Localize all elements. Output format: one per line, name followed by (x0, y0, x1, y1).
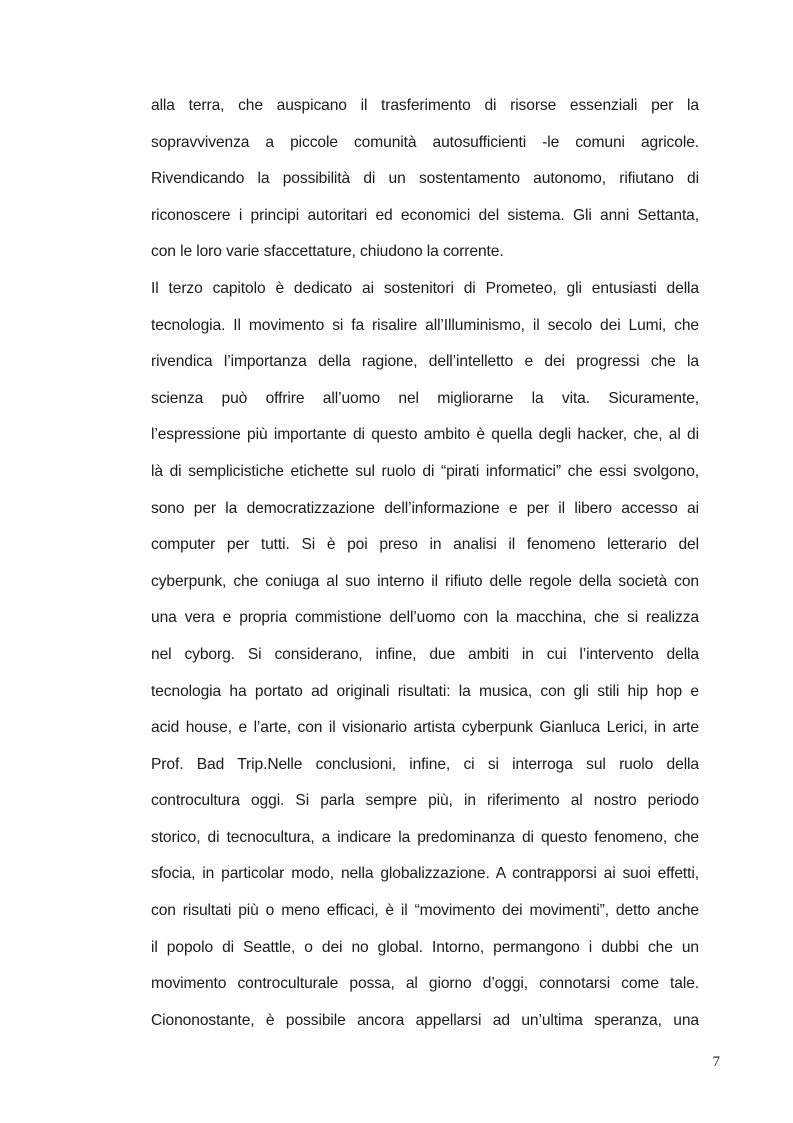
text-line: una vera e propria commistione dell’uomo con la macchina, che si realizza (151, 609, 699, 627)
text-line: l’espressione più importante di questo ambito è quella degli hacker, che, al di (151, 426, 699, 444)
text-line: con risultati più o meno efficaci, è il “movimento dei movimenti”, detto anche (151, 902, 699, 920)
text-line: acid house, e l’arte, con il visionario artista cyberpunk Gianluca Lerici, in arte (151, 719, 699, 737)
page-number: 7 (712, 1054, 720, 1070)
text-line: riconoscere i principi autoritari ed economici del sistema. Gli anni Settanta, (151, 206, 699, 224)
text-line: storico, di tecnocultura, a indicare la predominanza di questo fenomeno, che (151, 828, 699, 846)
text-line: sopravvivenza a piccole comunità autosufficienti -le comuni agricole. (151, 133, 699, 151)
text-line: Prof. Bad Trip.Nelle conclusioni, infine, ci si interroga sul ruolo della (151, 755, 699, 773)
text-line: tecnologia ha portato ad originali risultati: la musica, con gli stili hip hop e (151, 682, 699, 700)
body-text (151, 88, 699, 1039)
text-line: controcultura oggi. Si parla sempre più, in riferimento al nostro periodo (151, 792, 699, 810)
text-line-paragraph-end: con le loro varie sfaccettature, chiudono la corrente. (151, 243, 504, 261)
text-line: computer per tutti. Si è poi preso in analisi il fenomeno letterario del (151, 536, 699, 554)
text-line: Rivendicando la possibilità di un sostentamento autonomo, rifiutano di (151, 170, 699, 188)
text-line: tecnologia. Il movimento si fa risalire all’Illuminismo, il secolo dei Lumi, che (151, 316, 699, 334)
text-line: Il terzo capitolo è dedicato ai sostenitori di Prometeo, gli entusiasti della (151, 279, 699, 297)
text-line: sfocia, in particolar modo, nella globalizzazione. A contrapporsi ai suoi effetti, (151, 865, 699, 883)
text-line: rivendica l’importanza della ragione, dell’intelletto e dei progressi che la (151, 353, 699, 371)
text-line: sono per la democratizzazione dell’informazione e per il libero accesso ai (151, 499, 699, 517)
text-line: nel cyborg. Si considerano, infine, due ambiti in cui l’intervento della (151, 645, 699, 663)
text-line: cyberpunk, che coniuga al suo interno il rifiuto delle regole della società con (151, 572, 699, 590)
text-line: il popolo di Seattle, o dei no global. Intorno, permangono i dubbi che un (151, 938, 699, 956)
text-line: movimento controculturale possa, al giorno d’oggi, connotarsi come tale. (151, 975, 699, 993)
text-line: scienza può offrire all’uomo nel migliorarne la vita. Sicuramente, (151, 389, 699, 407)
text-line: là di semplicistiche etichette sul ruolo di “pirati informatici” che essi svolgono, (151, 462, 699, 480)
text-line: Ciononostante, è possibile ancora appellarsi ad un’ultima speranza, una (151, 1011, 699, 1029)
text-line: alla terra, che auspicano il trasferimento di risorse essenziali per la (151, 97, 699, 114)
